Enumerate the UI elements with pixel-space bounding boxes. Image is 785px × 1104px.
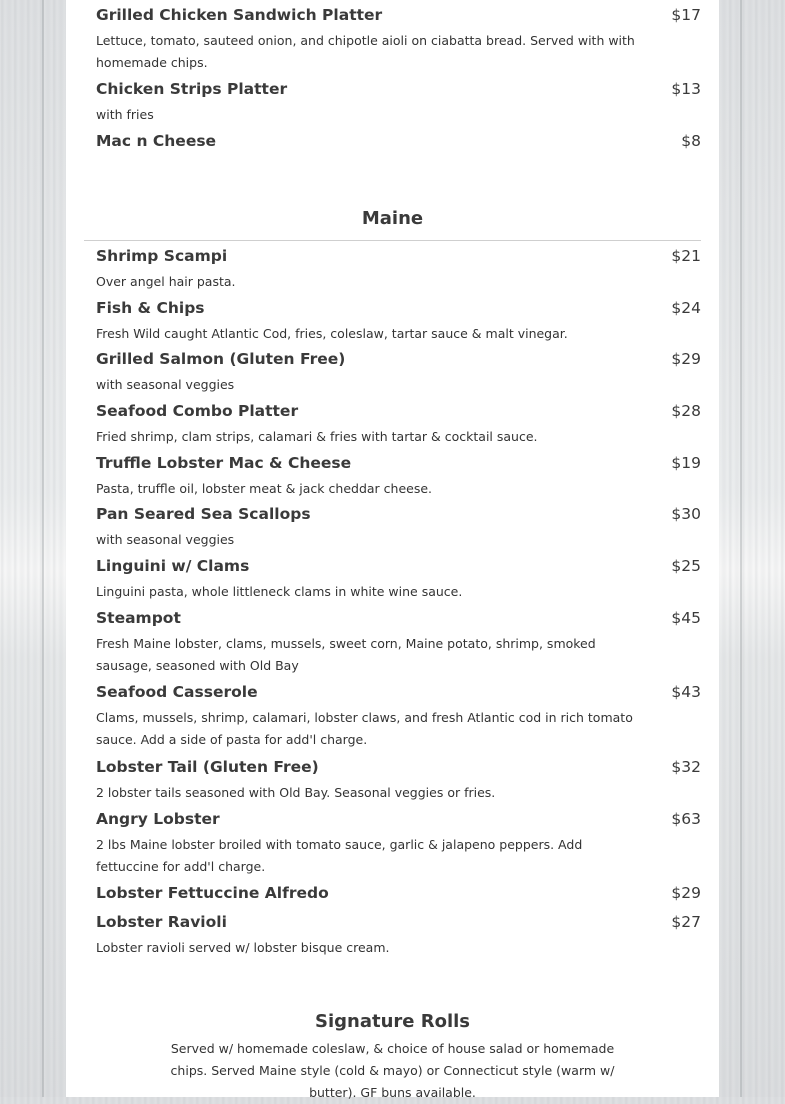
menu-item-price: $21 [671, 247, 701, 265]
menu-item-name: Pan Seared Sea Scallops [96, 505, 311, 523]
menu-item [96, 80, 701, 126]
menu-item-price: $63 [671, 810, 701, 828]
menu-item-price: $17 [671, 6, 701, 24]
menu-item [96, 350, 701, 396]
menu-item-description: Lettuce, tomato, sauteed onion, and chipotle aioli on ciabatta bread. Served with with homemade chips. [96, 33, 635, 70]
menu-item-description: 2 lbs Maine lobster broiled with tomato sauce, garlic & jalapeno peppers. Add fettuccine for add'l charge. [96, 837, 583, 874]
menu-item-name: Grilled Salmon (Gluten Free) [96, 350, 346, 368]
menu-item-description: Linguini pasta, whole littleneck clams in white wine sauce. [96, 584, 463, 599]
menu-item [96, 299, 701, 345]
menu-item [96, 758, 701, 804]
menu-item-name: Shrimp Scampi [96, 247, 228, 265]
menu-item-name: Grilled Chicken Sandwich Platter [96, 6, 383, 24]
menu-item [96, 454, 701, 500]
section-title: Signature Rolls [314, 1011, 471, 1032]
menu-item-description: Lobster ravioli served w/ lobster bisque cream. [96, 940, 390, 955]
menu-item-description: Over angel hair pasta. [96, 274, 236, 289]
menu-item-price: $19 [671, 454, 701, 472]
menu-item-name: Seafood Combo Platter [96, 402, 299, 420]
menu-item-price: $13 [671, 80, 701, 98]
menu-item-price: $8 [681, 132, 701, 150]
menu-item-price: $27 [671, 913, 701, 931]
section-title: Maine [361, 208, 424, 229]
menu-item [96, 609, 701, 677]
menu-item-description: Pasta, truffle oil, lobster meat & jack cheddar cheese. [96, 481, 432, 496]
menu-item-name: Lobster Tail (Gluten Free) [96, 758, 319, 776]
wood-plank-seam [42, 0, 44, 1097]
menu-item-description: Fried shrimp, clam strips, calamari & fries with tartar & cocktail sauce. [96, 429, 538, 444]
menu-item-description: Clams, mussels, shrimp, calamari, lobster claws, and fresh Atlantic cod in rich tomato sauce. Add a side of pasta for add'l charge. [96, 710, 633, 747]
menu-item-name: Lobster Ravioli [96, 913, 227, 931]
menu-item-description: with seasonal veggies [96, 377, 235, 392]
menu-item-name: Mac n Cheese [96, 132, 217, 150]
menu-item-price: $29 [671, 884, 701, 902]
menu-item [96, 402, 701, 448]
menu-item-name: Steampot [96, 609, 181, 627]
section-note: Served w/ homemade coleslaw, & choice of house salad or homemade chips. Served Maine style (cold & mayo) or Connecticut style (warm w/ butter). GF buns available. [170, 1041, 615, 1100]
menu-item [96, 557, 701, 603]
menu-item-price: $24 [671, 299, 701, 317]
menu-item-description: with fries [96, 107, 154, 122]
menu-item-name: Fish & Chips [96, 299, 205, 317]
menu-item-name: Chicken Strips Platter [96, 80, 288, 98]
menu-item-description: Fresh Maine lobster, clams, mussels, sweet corn, Maine potato, shrimp, smoked sausage, seasoned with Old Bay [96, 636, 596, 673]
menu-item-description: 2 lobster tails seasoned with Old Bay. Seasonal veggies or fries. [96, 785, 496, 800]
menu-item-price: $32 [671, 758, 701, 776]
menu-item-description: with seasonal veggies [96, 532, 235, 547]
menu-item-name: Truffle Lobster Mac & Cheese [96, 454, 352, 472]
menu-item-price: $45 [671, 609, 701, 627]
menu-item [96, 913, 701, 959]
menu-item-price: $29 [671, 350, 701, 368]
menu-item [96, 810, 701, 878]
section-divider [84, 240, 701, 241]
menu-item-price: $25 [671, 557, 701, 575]
wood-plank-seam [740, 0, 742, 1097]
menu-item-price: $30 [671, 505, 701, 523]
menu-item-description: Fresh Wild caught Atlantic Cod, fries, coleslaw, tartar sauce & malt vinegar. [96, 326, 568, 341]
menu-item-name: Seafood Casserole [96, 683, 258, 701]
menu-item-name: Linguini w/ Clams [96, 557, 250, 575]
menu-item-price: $43 [671, 683, 701, 701]
menu-item [96, 505, 701, 551]
menu-item [96, 132, 701, 152]
menu-item [96, 247, 701, 293]
menu-item [96, 884, 701, 904]
menu-item-price: $28 [671, 402, 701, 420]
menu-item-name: Angry Lobster [96, 810, 220, 828]
menu-item [96, 683, 701, 751]
menu-item-name: Lobster Fettuccine Alfredo [96, 884, 329, 902]
menu-item [96, 6, 701, 74]
